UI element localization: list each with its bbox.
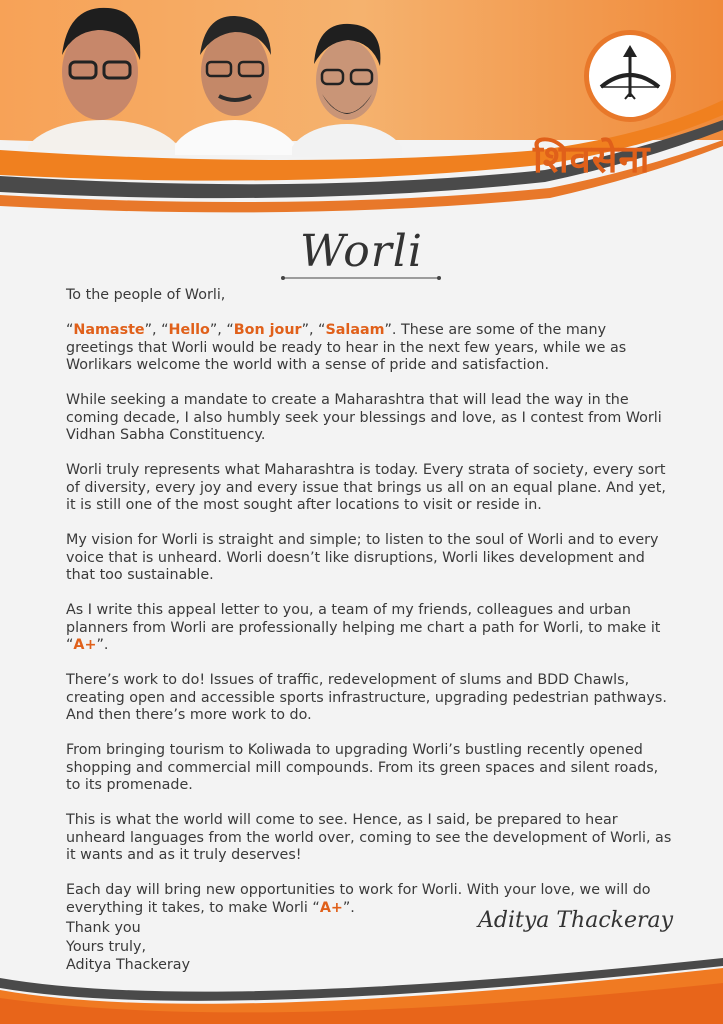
work-more: And then there’s more work to do. [66, 707, 312, 723]
appeal-text: As I write this appeal letter to you, a team of my friends, colleagues and urban planners from Worli are professionally helping me chart a path for Worli, to make it “ [66, 602, 661, 653]
paragraph-vision: My vision for Worli is straight and simple; to listen to the soul of Worli and to every voice that is unheard. Worli doesn’t like disruptions, Worli likes development and that too sustainable. [66, 532, 659, 583]
paragraph-tourism: From bringing tourism to Koliwada to upgrading Worli’s bustling recently opened shopping and commercial mill compounds. From its green spaces and silent roads, to its promenade. [66, 742, 659, 793]
greeting-paragraph [66, 322, 676, 375]
greeting-bonjour: Bon jour [233, 322, 302, 338]
letter-body [66, 287, 676, 935]
greeting-namaste: Namaste [73, 322, 145, 338]
bow-and-arrow-icon [589, 35, 671, 117]
salutation: To the people of Worli, [66, 287, 226, 303]
portrait-left [28, 0, 178, 150]
opportunities-text: Each day will bring new opportunities to work for Worli. With your love, we will do everything it takes, to make Worli “ [66, 882, 651, 916]
opportunities-highlight: A+ [319, 899, 343, 916]
paragraph-represents: Worli truly represents what Maharashtra is today. Every strata of society, every sort of diversity, every joy and every issue that brings us all on an equal plane. And yet, it is still one of the most sought after locations to visit or reside in. [66, 462, 666, 513]
closing-yours: Yours truly, [66, 938, 147, 955]
signature: Aditya Thackeray [478, 908, 674, 933]
paragraph-world: This is what the world will come to see. Hence, as I said, be prepared to hear unheard languages from the world over, coming to see the development of Worli, as it wants and as it truly deserves! [66, 812, 672, 863]
paragraph-work [66, 672, 676, 725]
portrait-right [292, 22, 402, 157]
appeal-end: ”. [96, 637, 109, 653]
footer-banner [0, 938, 723, 1024]
paragraph-appeal [66, 602, 676, 655]
greeting-rest: ”. These are some of the many greetings that Worli would be ready to hear in the next few years, while we as Worlikars welcome the world with a sense of pride and satisfaction. [66, 322, 627, 373]
title-block [0, 226, 723, 277]
greeting-hello: Hello [168, 322, 210, 338]
quote-separator: ”, “ [301, 322, 326, 338]
quote-separator: ”, “ [144, 322, 169, 338]
greeting-salaam: Salaam [325, 322, 385, 338]
party-logo [584, 30, 676, 122]
title-divider [280, 275, 442, 281]
closing-thanks: Thank you [66, 920, 141, 936]
footer-wave-graphic [0, 938, 723, 1024]
portrait-center [175, 10, 295, 155]
quote-separator: ”, “ [209, 322, 234, 338]
work-text: There’s work to do! Issues of traffic, redevelopment of slums and BDD Chawls, creating open and accessible sports infrastructure, upgrading pedestrian pathways. [66, 672, 667, 706]
appeal-highlight: A+ [73, 637, 97, 653]
opportunities-end: ”. [342, 899, 355, 916]
paragraph-mandate: While seeking a mandate to create a Maharashtra that will lead the way in the coming decade, I also humbly seek your blessings and love, as I contest from Worli Vidhan Sabha Constituency. [66, 392, 662, 443]
quote-mark: “ [66, 322, 74, 338]
page-title: Worli [300, 226, 423, 277]
header-banner [0, 0, 723, 225]
brand-name: शिवसेना [533, 137, 651, 181]
closing-name: Aditya Thackeray [66, 957, 191, 973]
